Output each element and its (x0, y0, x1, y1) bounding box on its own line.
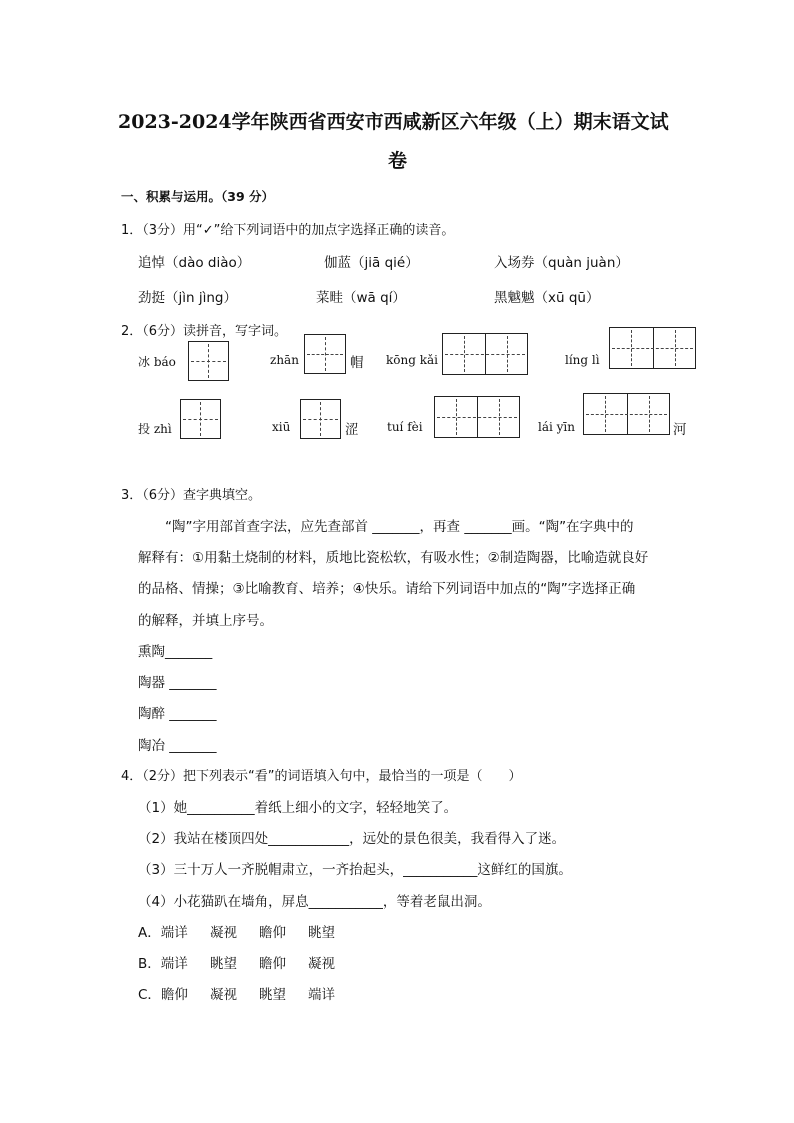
option-word: 凝视 (308, 956, 335, 972)
option-word: 凝视 (210, 925, 237, 941)
option-word: 端详 (160, 956, 188, 972)
option-letter: A． (138, 925, 161, 941)
q3-paragraph-line: 的解释，并填上序号。 (138, 613, 273, 629)
writing-grid[interactable] (609, 327, 696, 369)
q3-word-blank[interactable]: 陶器 _______ (138, 675, 217, 691)
writing-grid[interactable] (434, 396, 520, 438)
word-suffix: 河 (673, 422, 687, 438)
question-4-stem: 4．（2分）把下列表示“看”的词语填入句中，最恰当的一项是（ ） (121, 769, 522, 784)
option-word: 眺望 (210, 956, 237, 972)
q1-item: 伽蓝（jiā qié） (324, 255, 419, 271)
q1-item: 菜畦（wā qí） (316, 290, 406, 306)
writing-grid[interactable] (180, 399, 221, 439)
word-suffix: 涩 (345, 422, 359, 438)
question-3-stem: 3．（6分）查字典填空。 (121, 488, 262, 503)
option-word: 瞻仰 (160, 987, 188, 1003)
option-c[interactable] (138, 983, 188, 1003)
pinyin-prompt: zhān (270, 353, 299, 367)
q3-word-blank[interactable]: 陶醉 _______ (138, 706, 217, 722)
q3-paragraph-line: 的品格、情操；③比喻教育、培养；④快乐。请给下列词语中加点的“陶”字选择正确 (138, 581, 636, 597)
section-heading: 一、积累与运用。（39 分） (121, 189, 274, 204)
pinyin-prompt: líng lì (565, 353, 600, 367)
writing-grid[interactable] (442, 333, 528, 375)
q1-item: 黑魆魆（xū qū） (494, 290, 600, 306)
q1-item: 入场券（quàn juàn） (494, 255, 629, 271)
question-2-stem: 2．（6分）读拼音，写字词。 (121, 324, 288, 339)
option-word: 端详 (160, 925, 188, 941)
writing-grid[interactable] (188, 341, 229, 381)
option-word: 瞻仰 (259, 925, 286, 941)
pinyin-prompt: 冰 báo (138, 355, 176, 369)
page-title-continued: 卷 (388, 150, 408, 172)
word-suffix: 帽 (350, 355, 364, 371)
q4-sentence: （2）我站在楼顶四处____________，远处的景色很美，我看得入了迷。 (138, 831, 566, 847)
option-word: 瞻仰 (259, 956, 286, 972)
pinyin-prompt: tuí fèi (387, 420, 423, 434)
pinyin-prompt: kōng kǎi (386, 353, 438, 367)
option-b[interactable] (138, 952, 188, 972)
page-title: 2023-2024学年陕西省西安市西咸新区六年级（上）期末语文试 (118, 111, 669, 133)
option-a[interactable] (138, 921, 188, 941)
question-1-stem: 1．（3分）用“✓”给下列词语中的加点字选择正确的读音。 (121, 223, 455, 238)
q3-paragraph-line: “陶”字用部首查字法，应先查部首 _______，再查 _______画。“陶”在字典中的 (138, 519, 634, 535)
option-word: 端详 (308, 987, 335, 1003)
option-word: 眺望 (308, 925, 335, 941)
q3-word-blank[interactable]: 陶冶 _______ (138, 738, 217, 754)
pinyin-prompt: lái yīn (538, 420, 575, 434)
pinyin-prompt: xiū (272, 420, 291, 434)
writing-grid[interactable] (304, 334, 346, 374)
q3-paragraph-line: 解释有：①用黏土烧制的材料，质地比瓷松软，有吸水性；②制造陶器，比喻造就良好 (138, 550, 649, 566)
writing-grid[interactable] (300, 399, 341, 439)
option-letter: B． (138, 956, 161, 972)
q4-sentence: （1）她__________着纸上细小的文字，轻轻地笑了。 (138, 800, 458, 816)
option-word: 凝视 (210, 987, 237, 1003)
q3-word-blank[interactable]: 熏陶_______ (138, 644, 213, 660)
pinyin-prompt: 投 zhì (138, 422, 172, 436)
option-letter: C． (138, 987, 161, 1003)
option-word: 眺望 (259, 987, 286, 1003)
q4-sentence: （3）三十万人一齐脱帽肃立，一齐抬起头，___________这鲜红的国旗。 (138, 862, 572, 878)
q4-sentence: （4）小花猫趴在墙角，屏息___________，等着老鼠出洞。 (138, 894, 491, 910)
q1-item: 劲挺（jìn jìng） (138, 290, 237, 306)
q1-item: 追悼（dào diào） (138, 255, 251, 271)
writing-grid[interactable] (583, 393, 670, 435)
